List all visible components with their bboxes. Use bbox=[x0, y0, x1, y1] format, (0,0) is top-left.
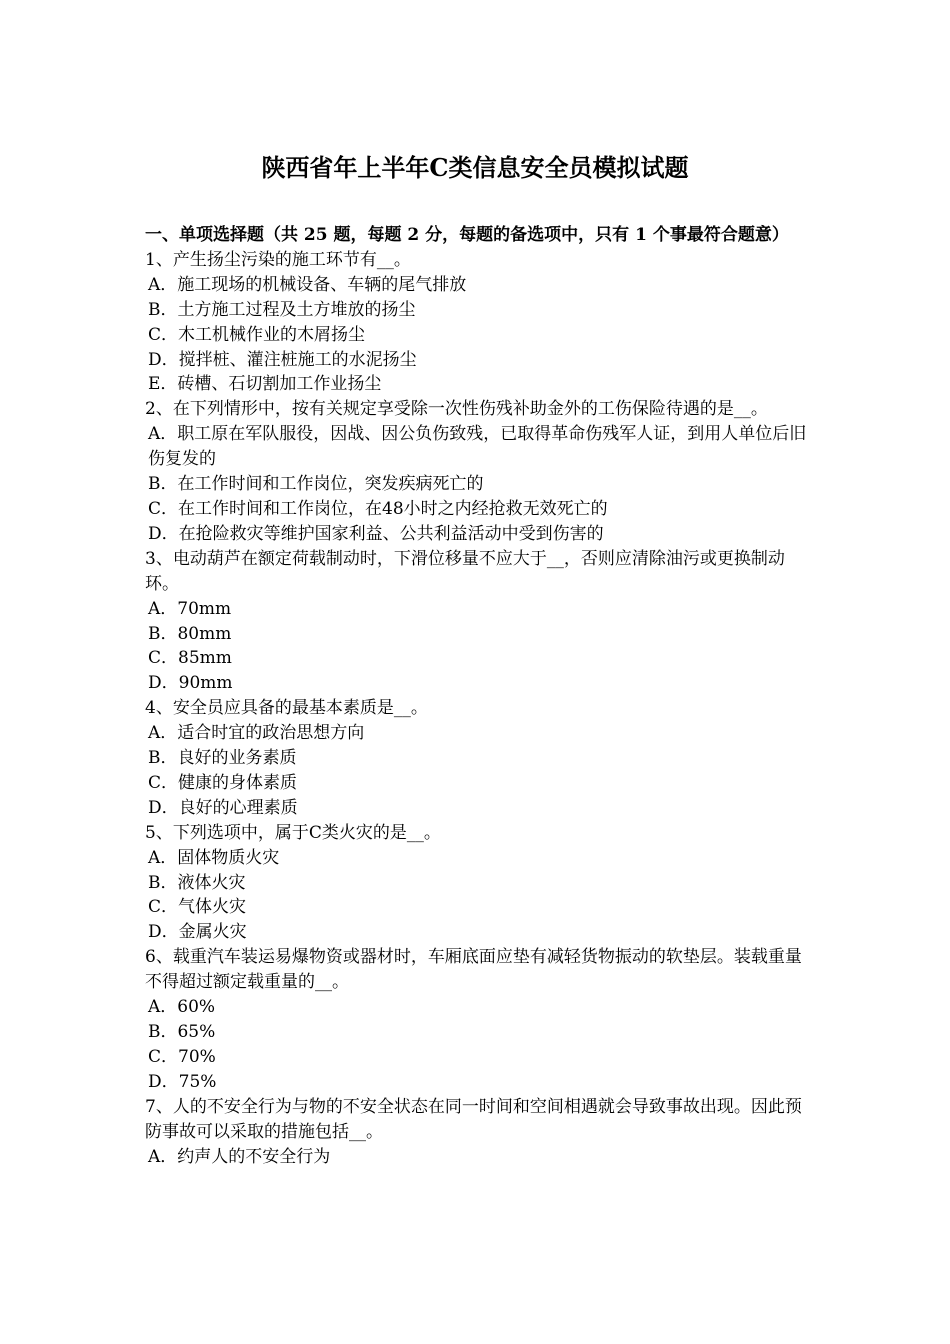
section-heading: 一、单项选择题（共 25 题，每题 2 分，每题的备选项中，只有 1 个事最符合题意） bbox=[145, 225, 789, 245]
answer-option: C．气体火灾 bbox=[148, 897, 247, 918]
answer-option: A．施工现场的机械设备、车辆的尾气排放 bbox=[148, 274, 467, 295]
question-block bbox=[145, 547, 815, 696]
answer-option: D．75% bbox=[148, 1071, 217, 1092]
question-stem: 5、下列选项中，属于C类火灾的是__。 bbox=[145, 822, 441, 843]
question-block bbox=[145, 397, 815, 546]
document-body bbox=[145, 223, 815, 1169]
answer-option: D．搅拌桩、灌注桩施工的水泥扬尘 bbox=[148, 349, 417, 370]
answer-option: D．在抢险救灾等维护国家利益、公共利益活动中受到伤害的 bbox=[148, 523, 604, 544]
question-stem: 4、安全员应具备的最基本素质是__。 bbox=[145, 698, 428, 719]
question-block bbox=[145, 945, 815, 1094]
answer-option: D．良好的心理素质 bbox=[148, 797, 298, 818]
question-list bbox=[145, 248, 815, 1170]
answer-option: B．液体火灾 bbox=[148, 872, 246, 893]
question-block bbox=[145, 248, 815, 397]
answer-option: B．65% bbox=[148, 1022, 216, 1042]
answer-option: B．良好的业务素质 bbox=[148, 748, 297, 769]
question-block bbox=[145, 821, 815, 946]
question-block bbox=[145, 1095, 815, 1170]
answer-option: A．适合时宜的政治思想方向 bbox=[148, 723, 365, 744]
answer-option: B．80mm bbox=[148, 623, 232, 644]
question-stem: 1、产生扬尘污染的施工环节有__。 bbox=[145, 249, 411, 270]
answer-option: A．约声人的不安全行为 bbox=[148, 1146, 331, 1167]
question-stem: 2、在下列情形中，按有关规定享受除一次性伤残补助金外的工伤保险待遇的是__。 bbox=[145, 399, 768, 420]
answer-option: C．木工机械作业的木屑扬尘 bbox=[148, 324, 366, 345]
answer-option: D．90mm bbox=[148, 673, 233, 694]
answer-option: A．职工原在军队服役，因战、因公负伤致残，已取得革命伤残军人证，到用人单位后旧伤复发的 bbox=[148, 424, 807, 470]
answer-option: C．85mm bbox=[148, 648, 232, 669]
answer-option: D．金属火灾 bbox=[148, 922, 247, 943]
question-stem: 3、电动葫芦在额定荷载制动时，下滑位移量不应大于__，否则应清除油污或更换制动环。 bbox=[145, 548, 785, 594]
answer-option: A．固体物质火灾 bbox=[148, 847, 280, 868]
answer-option: A．70mm bbox=[148, 598, 232, 619]
answer-option: B．在工作时间和工作岗位，突发疾病死亡的 bbox=[148, 474, 484, 495]
document-title: 陕西省年上半年C类信息安全员模拟试题 bbox=[261, 153, 689, 182]
question-stem: 7、人的不安全行为与物的不安全状态在同一时间和空间相遇就会导致事故出现。因此预防事故可以采取的措施包括__。 bbox=[145, 1096, 802, 1142]
answer-option: B．土方施工过程及土方堆放的扬尘 bbox=[148, 299, 416, 320]
answer-option: A．60% bbox=[148, 997, 216, 1018]
question-stem: 6、载重汽车装运易爆物资或器材时，车厢底面应垫有减轻货物振动的软垫层。装载重量不得超过额定载重量的__。 bbox=[145, 947, 802, 993]
answer-option: C．70% bbox=[148, 1046, 216, 1067]
question-block bbox=[145, 696, 815, 821]
answer-option: E．砖槽、石切割加工作业扬尘 bbox=[148, 374, 382, 395]
answer-option: C．健康的身体素质 bbox=[148, 772, 298, 793]
answer-option: C．在工作时间和工作岗位，在48小时之内经抢救无效死亡的 bbox=[148, 498, 608, 519]
